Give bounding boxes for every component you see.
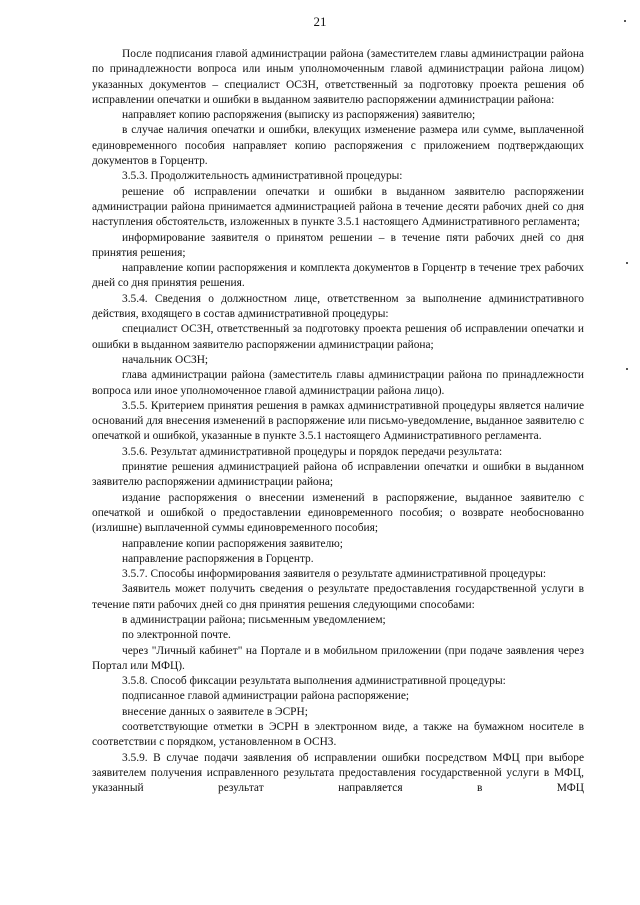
- page-number: 21: [313, 14, 327, 29]
- paragraph: глава администрации района (заместитель главы администрации района по принадлежности вопроса или иное уполномоченное главой администрации района лицо).: [92, 369, 584, 397]
- paragraph: подписанное главой администрации района распоряжение;: [122, 690, 410, 703]
- document-body: [92, 47, 584, 797]
- scan-speck: [626, 262, 628, 264]
- paragraph: информирование заявителя о принятом решении – в течение пяти рабочих дней со дня принятия решения;: [92, 231, 584, 259]
- paragraph: 3.5.9. В случае подачи заявления об исправлении ошибки посредством МФЦ при выборе заявителем получения исправленного результата предоставления государственной услуги в МФЦ, указанный результат направляется в МФЦ: [92, 751, 584, 795]
- paragraph: 3.5.8. Способ фиксации результата выполнения административной процедуры:: [122, 675, 506, 688]
- paragraph: направление распоряжения в Горцентр.: [122, 552, 314, 565]
- paragraph: направление копии распоряжения и комплекта документов в Горцентр в течение трех рабочих дней со дня принятия решения.: [92, 262, 584, 290]
- paragraph: через "Личный кабинет" на Портале и в мобильном приложении (при подаче заявления через Портал или МФЦ).: [92, 644, 584, 672]
- paragraph: соответствующие отметки в ЭСРН в электронном виде, а также на бумажном носителе в соответствии с порядком, установленном в ОСНЗ.: [92, 721, 584, 749]
- paragraph: 3.5.4. Сведения о должностном лице, ответственном за выполнение административного действия, входящего в состав административной процедуры:: [92, 292, 584, 321]
- paragraph: 3.5.5. Критерием принятия решения в рамках административной процедуры является наличие оснований для внесения изменений в распоряжение или письмо-уведомление, выданное заявителю с опечаткой и ошибкой, указанные в пункте 3.5.1 настоящего Административного регламента.: [92, 399, 584, 443]
- paragraph: 3.5.6. Результат административной процедуры и порядок передачи результата:: [122, 445, 503, 458]
- paragraph: 3.5.3. Продолжительность административной процедуры:: [122, 170, 403, 183]
- paragraph: После подписания главой администрации района (заместителем главы администрации района по принадлежности вопроса или иным уполномоченным главой администрации района лицом) указанных документов – специалист ОСЗН, ответственный за подготовку проекта решения об исправлении опечатки и ошибки в выданном заявителю распоряжении администрации района:: [92, 48, 584, 106]
- paragraph: направление копии распоряжения заявителю;: [122, 537, 343, 550]
- paragraph: принятие решения администрацией района об исправлении опечатки и ошибки в выданном заявителю распоряжении администрации района;: [92, 461, 584, 489]
- paragraph: в случае наличия опечатки и ошибки, влекущих изменение размера или сумме, выплаченной единовременного пособия направляет копию распоряжения с приложением подтверждающих документов в Горцентр.: [92, 124, 584, 168]
- paragraph: издание распоряжения о внесении изменений в распоряжение, выданное заявителю с опечаткой и ошибкой о предоставлении единовременного пособия; о возврате необоснованно (излишне) выплаченной суммы единовременного пособия;: [92, 491, 584, 535]
- paragraph: в администрации района; письменным уведомлением;: [122, 613, 386, 626]
- scan-speck: [626, 368, 628, 370]
- paragraph: Заявитель может получить сведения о результате предоставления государственной услуги в течение пяти рабочих дней со дня принятия решения следующими способами:: [92, 583, 584, 611]
- paragraph: внесение данных о заявителе в ЭСРН;: [122, 705, 308, 718]
- paragraph: 3.5.7. Способы информирования заявителя о результате административной процедуры:: [122, 568, 547, 581]
- paragraph: начальник ОСЗН;: [122, 353, 209, 366]
- paragraph: по электронной почте.: [122, 629, 231, 642]
- paragraph: решение об исправлении опечатки и ошибки в выданном заявителю распоряжении администрации района принимается администрацией района в течение десяти рабочих дней со дня наступления обстоятельств, изложенных в пункте 3.5.1 настоящего Административного регламента;: [92, 185, 584, 229]
- paragraph: специалист ОСЗН, ответственный за подготовку проекта решения об исправлении опечатки и ошибки в выданном заявителю распоряжении администрации района;: [92, 323, 584, 351]
- scan-speck: [624, 20, 626, 22]
- paragraph: направляет копию распоряжения (выписку из распоряжения) заявителю;: [122, 109, 476, 122]
